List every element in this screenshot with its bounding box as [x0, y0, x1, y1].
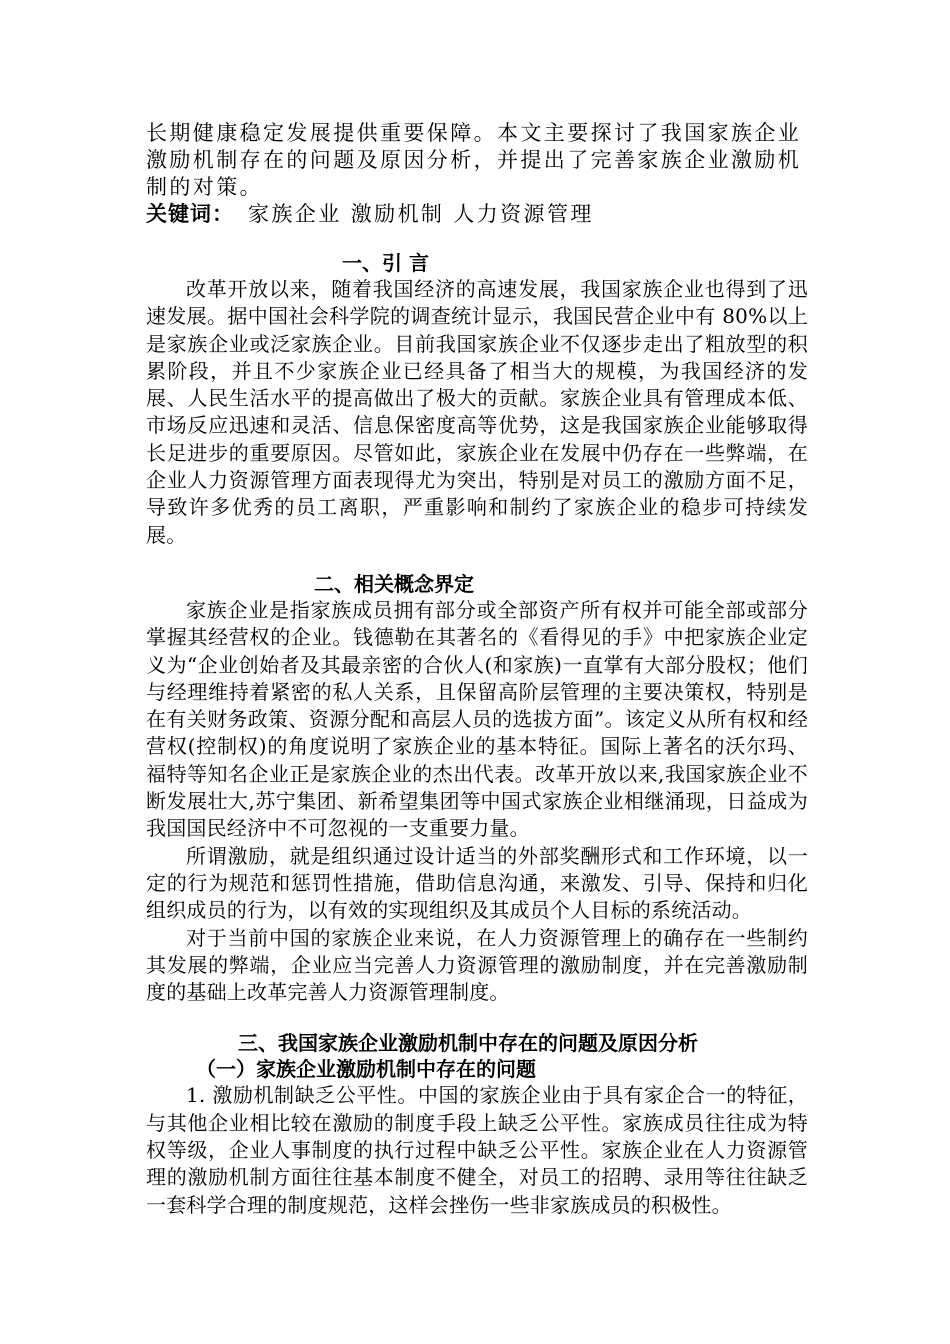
keywords-values: 家族企业 激励机制 人力资源管理	[248, 202, 594, 226]
concepts-paragraph-1: 家族企业是指家族成员拥有部分或全部资产所有权并可能全部或部分掌握其经营权的企业。钱德勒在其著名的《看得见的手》中把家族企业定义为“企业创始者及其最亲密的合伙人(和家族)一直掌有大部分股权；他们与经理维持着紧密的私人关系，且保留高阶层管理的主要决策权，特别是在有关财务政策、资源分配和高层人员的选拔方面”。该定义从所有权和经营权(控制权)的角度说明了家族企业的基本特征。国际上著名的沃尔玛、福特等知名企业正是家族企业的杰出代表。改革开放以来,我国家族企业不断发展壮大,苏宁集团、新希望集团等中国式家族企业相继涌现，日益成为我国国民经济中不可忽视的一支重要力量。	[146, 597, 808, 841]
abstract-tail: 长期健康稳定发展提供重要保障。本文主要探讨了我国家族企业激励机制存在的问题及原因分析，并提出了完善家族企业激励机制的对策。	[146, 121, 802, 199]
section-heading-concepts: 二、相关概念界定	[314, 571, 474, 596]
concepts-paragraph-3: 对于当前中国的家族企业来说，在人力资源管理上的确存在一些制约其发展的弊端，企业应当完善人力资源管理的激励制度，并在完善激励制度的基础上改革完善人力资源管理制度。	[146, 925, 808, 1005]
keywords-row	[146, 201, 808, 228]
subsection-heading-problems: （一）家族企业激励机制中存在的问题	[196, 1057, 536, 1082]
document-page	[146, 120, 808, 1219]
section-heading-problems: 三、我国家族企业激励机制中存在的问题及原因分析	[238, 1031, 698, 1056]
intro-paragraph-1: 改革开放以来，随着我国经济的高速发展，我国家族企业也得到了迅速发展。据中国社会科学院的调查统计显示，我国民营企业中有 80%以上是家族企业或泛家族企业。目前我国家族企业不仅逐步走出了粗放型的积累阶段，并且不少家族企业已经具备了相当大的规模，为我国经济的发展、人民生活水平的提高做出了极大的贡献。家族企业具有管理成本低、市场反应迅速和灵活、信息保密度高等优势，这是我国家族企业能够取得长足进步的重要原因。尽管如此，家族企业在发展中仍存在一些弊端，在企业人力资源管理方面表现得尤为突出，特别是对员工的激励方面不足，导致许多优秀的员工离职，严重影响和制约了家族企业的稳步可持续发展。	[146, 277, 808, 547]
concepts-paragraph-2: 所谓激励，就是组织通过设计适当的外部奖酬形式和工作环境，以一定的行为规范和惩罚性措施，借助信息沟通，来激发、引导、保持和归化组织成员的行为，以有效的实现组织及其成员个人目标的系统活动。	[146, 843, 808, 923]
section-heading-intro: 一、引 言	[342, 251, 429, 275]
keywords-label: 关键词：	[146, 202, 234, 226]
problems-paragraph-1: 1. 激励机制缺乏公平性。中国的家族企业由于具有家企合一的特征，与其他企业相比较在激励的制度手段上缺乏公平性。家族成员往往成为特权等级，企业人事制度的执行过程中缺乏公平性。家族企业在人力资源管理的激励机制方面往往基本制度不健全，对员工的招聘、录用等往往缺乏一套科学合理的制度规范，这样会挫伤一些非家族成员的积极性。	[146, 1083, 808, 1217]
